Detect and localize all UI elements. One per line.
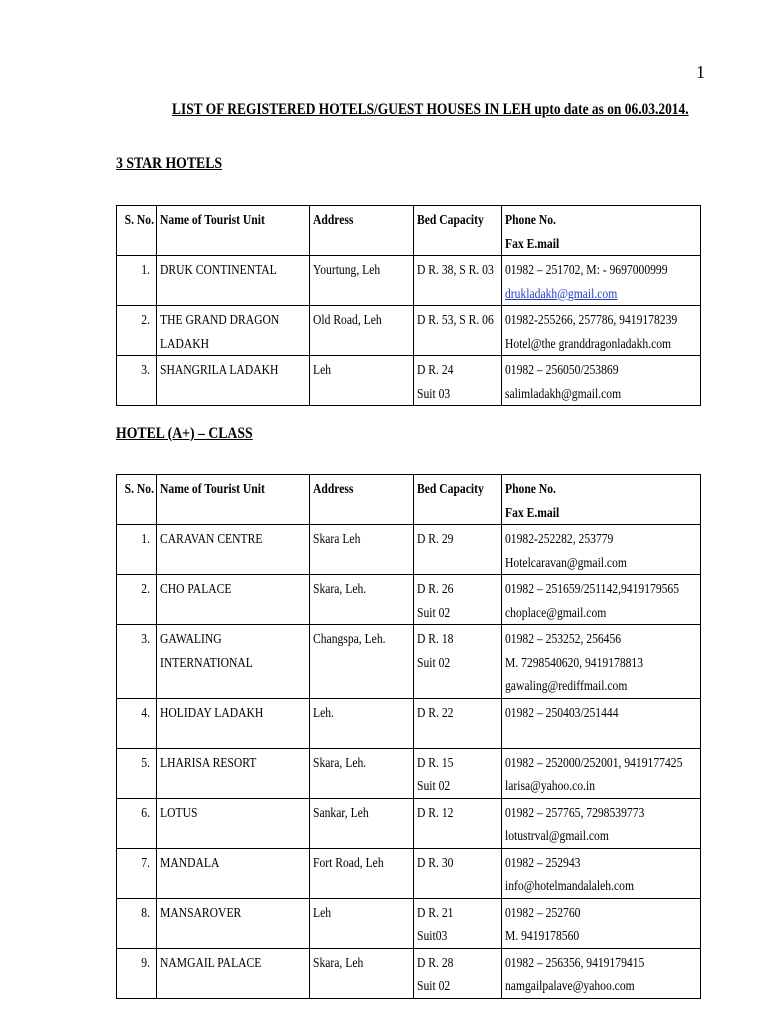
row-sno — [117, 306, 157, 356]
bed-capacity-line: D R. 30 — [417, 854, 454, 870]
table-row — [117, 748, 701, 798]
bed-capacity — [414, 356, 502, 406]
phone-email — [502, 356, 701, 406]
address — [310, 525, 414, 575]
row-sno-line: 7. — [141, 854, 150, 870]
tourist-unit-name — [157, 356, 310, 406]
phone-email-line: 01982 – 256050/253869 — [505, 362, 619, 377]
column-header-bed — [414, 206, 502, 256]
column-header-address-line: Address — [313, 212, 354, 227]
row-sno — [117, 848, 157, 898]
row-sno-line: 1. — [141, 262, 150, 277]
bed-capacity-line: Suit03 — [417, 928, 448, 943]
address — [310, 948, 414, 998]
hotels-table-3-star — [116, 205, 701, 406]
bed-capacity-line: D R. 18 — [417, 631, 454, 646]
table-row — [117, 306, 701, 356]
tourist-unit-name-line: DRUK CONTINENTAL — [160, 262, 277, 277]
phone-email — [502, 848, 701, 898]
bed-capacity-line: D R. 29 — [417, 531, 454, 546]
bed-capacity — [414, 575, 502, 625]
bed-capacity-line: D R. 24 — [417, 362, 454, 377]
column-header-name-line: Name of Tourist Unit — [160, 212, 265, 227]
column-header-phone-line: Fax E.mail — [505, 235, 560, 251]
phone-email-line: 01982 – 257765, 7298539773 — [505, 804, 645, 820]
tourist-unit-name-line: MANSAROVER — [160, 904, 242, 920]
address — [310, 356, 414, 406]
table-row — [117, 575, 701, 625]
phone-email-line: 01982 – 256356, 9419179415 — [505, 954, 645, 970]
phone-email — [502, 898, 701, 948]
address-line: Leh — [313, 362, 332, 377]
column-header-phone — [502, 475, 701, 525]
phone-email-line: 01982-252282, 253779 — [505, 531, 614, 546]
row-sno — [117, 748, 157, 798]
phone-email-line: 01982 – 253252, 256456 — [505, 631, 622, 646]
header-row — [117, 475, 701, 525]
address — [310, 798, 414, 848]
phone-email-line: M. 9419178560 — [505, 928, 580, 943]
phone-email — [502, 798, 701, 848]
address-line: Fort Road, Leh — [313, 854, 384, 870]
tourist-unit-name-line: LOTUS — [160, 804, 198, 820]
email-text: larisa@yahoo.co.in — [505, 778, 596, 793]
row-sno-line: 9. — [141, 954, 150, 970]
column-header-bed-line: Bed Capacity — [417, 212, 484, 227]
row-sno — [117, 798, 157, 848]
address-line: Skara, Leh — [313, 954, 364, 970]
tourist-unit-name — [157, 575, 310, 625]
bed-capacity-line: Suit 03 — [417, 385, 451, 401]
table-row — [117, 356, 701, 406]
tourist-unit-name — [157, 848, 310, 898]
tourist-unit-name-line: MANDALA — [160, 854, 220, 870]
column-header-name — [157, 475, 310, 525]
address — [310, 898, 414, 948]
tourist-unit-name-line: THE GRAND DRAGON — [160, 312, 280, 327]
phone-email-line: 01982 – 251659/251142,9419179565 — [505, 581, 680, 596]
column-header-sno-line: S. No. — [124, 481, 154, 496]
table-row — [117, 848, 701, 898]
column-header-sno-line: S. No. — [124, 212, 154, 227]
bed-capacity-line: Suit 02 — [417, 978, 451, 993]
bed-capacity-line: Suit 02 — [417, 654, 451, 670]
tourist-unit-name-line: HOLIDAY LADAKH — [160, 704, 264, 720]
email-text: salimladakh@gmail.com — [505, 385, 622, 401]
address — [310, 748, 414, 798]
column-header-address — [310, 475, 414, 525]
table-row — [117, 525, 701, 575]
address-line: Leh — [313, 904, 332, 920]
bed-capacity — [414, 848, 502, 898]
bed-capacity — [414, 306, 502, 356]
row-sno — [117, 575, 157, 625]
row-sno — [117, 698, 157, 748]
tourist-unit-name — [157, 948, 310, 998]
row-sno — [117, 256, 157, 306]
row-sno — [117, 356, 157, 406]
page-number: 1 — [696, 62, 705, 82]
address-line: Changspa, Leh. — [313, 631, 386, 646]
address-line: Skara Leh — [313, 531, 361, 546]
bed-capacity-line: Suit 02 — [417, 604, 451, 620]
address-line: Old Road, Leh — [313, 312, 382, 327]
header-row — [117, 206, 701, 256]
phone-email-line: 01982 – 252943 — [505, 854, 581, 870]
address-line: Skara, Leh. — [313, 754, 367, 770]
blank-line — [505, 724, 670, 748]
bed-capacity-line: D R. 38, S R. 03 — [417, 262, 494, 277]
row-sno — [117, 625, 157, 699]
phone-email — [502, 525, 701, 575]
tourist-unit-name — [157, 256, 310, 306]
address-line: Skara, Leh. — [313, 581, 367, 596]
address — [310, 306, 414, 356]
tourist-unit-name-line: CHO PALACE — [160, 581, 232, 596]
tourist-unit-name-line: LADAKH — [160, 335, 210, 351]
tourist-unit-name-line: INTERNATIONAL — [160, 654, 253, 670]
email-text: gawaling@rediffmail.com — [505, 678, 628, 693]
email-text: namgailpalave@yahoo.com — [505, 978, 635, 993]
bed-capacity-line: Suit 02 — [417, 778, 451, 793]
tourist-unit-name — [157, 748, 310, 798]
phone-email-line: 01982 – 250403/251444 — [505, 704, 619, 720]
tourist-unit-name — [157, 625, 310, 699]
section-heading-a-plus: HOTEL (A+) – CLASS — [116, 425, 253, 442]
column-header-bed-line: Bed Capacity — [417, 481, 484, 496]
column-header-phone-line: Fax E.mail — [505, 504, 560, 520]
table-row — [117, 256, 701, 306]
address-line: Sankar, Leh — [313, 804, 369, 820]
tourist-unit-name — [157, 525, 310, 575]
table-row — [117, 698, 701, 748]
tourist-unit-name-line: LHARISA RESORT — [160, 754, 257, 770]
row-sno-line: 3. — [141, 631, 150, 646]
bed-capacity-line: D R. 53, S R. 06 — [417, 312, 494, 327]
table-row — [117, 625, 701, 699]
column-header-phone — [502, 206, 701, 256]
column-header-address-line: Address — [313, 481, 354, 496]
email-text: Hotel@the granddragonladakh.com — [505, 335, 672, 351]
row-sno-line: 2. — [141, 581, 150, 596]
bed-capacity — [414, 525, 502, 575]
email-link-text[interactable]: drukladakh@gmail.com — [505, 285, 618, 301]
document-title: LIST OF REGISTERED HOTELS/GUEST HOUSES IN LEH upto date as on 06.03.2014. — [172, 101, 689, 118]
phone-email — [502, 698, 701, 748]
column-header-phone-line: Phone No. — [505, 481, 556, 496]
column-header-name — [157, 206, 310, 256]
phone-email — [502, 748, 701, 798]
row-sno-line: 5. — [141, 754, 150, 770]
phone-email-line: 01982 – 252000/252001, 9419177425 — [505, 754, 683, 770]
row-sno-line: 4. — [141, 704, 150, 720]
address — [310, 575, 414, 625]
tourist-unit-name-line: GAWALING — [160, 631, 222, 646]
section-heading-3-star: 3 STAR HOTELS — [116, 155, 223, 172]
tourist-unit-name — [157, 306, 310, 356]
address — [310, 848, 414, 898]
email-link[interactable] — [505, 282, 670, 306]
address — [310, 256, 414, 306]
bed-capacity — [414, 625, 502, 699]
phone-email-line: 01982 – 251702, M: - 9697000999 — [505, 262, 668, 277]
tourist-unit-name-line: CARAVAN CENTRE — [160, 531, 263, 546]
row-sno-line: 1. — [141, 531, 150, 546]
bed-capacity-line: D R. 28 — [417, 954, 454, 970]
bed-capacity-line: D R. 26 — [417, 581, 454, 596]
phone-email — [502, 256, 701, 306]
column-header-sno — [117, 206, 157, 256]
address — [310, 698, 414, 748]
column-header-name-line: Name of Tourist Unit — [160, 481, 265, 496]
row-sno-line: 6. — [141, 804, 150, 820]
bed-capacity — [414, 256, 502, 306]
phone-email-line: M. 7298540620, 9419178813 — [505, 654, 644, 670]
bed-capacity-line: D R. 15 — [417, 754, 454, 770]
column-header-phone-line: Phone No. — [505, 212, 556, 227]
row-sno-line: 3. — [141, 362, 150, 377]
email-text: info@hotelmandalaleh.com — [505, 878, 635, 893]
bed-capacity — [414, 748, 502, 798]
email-text: Hotelcaravan@gmail.com — [505, 554, 627, 570]
row-sno-line: 8. — [141, 904, 150, 920]
row-sno-line: 2. — [141, 312, 150, 327]
email-text: choplace@gmail.com — [505, 604, 607, 620]
phone-email-line: 01982-255266, 257786, 9419178239 — [505, 312, 678, 327]
table-row — [117, 798, 701, 848]
bed-capacity — [414, 798, 502, 848]
bed-capacity — [414, 698, 502, 748]
hotels-table-a-plus — [116, 474, 701, 999]
row-sno — [117, 898, 157, 948]
email-text: lotustrval@gmail.com — [505, 828, 609, 843]
bed-capacity — [414, 898, 502, 948]
bed-capacity — [414, 948, 502, 998]
tourist-unit-name — [157, 898, 310, 948]
column-header-sno — [117, 475, 157, 525]
bed-capacity-line: D R. 22 — [417, 704, 454, 720]
phone-email-line: 01982 – 252760 — [505, 904, 581, 920]
tourist-unit-name — [157, 798, 310, 848]
phone-email — [502, 306, 701, 356]
phone-email — [502, 948, 701, 998]
table-row — [117, 898, 701, 948]
table-row — [117, 948, 701, 998]
tourist-unit-name-line: NAMGAIL PALACE — [160, 954, 262, 970]
tourist-unit-name — [157, 698, 310, 748]
phone-email — [502, 575, 701, 625]
address-line: Leh. — [313, 704, 334, 720]
address-line: Yourtung, Leh — [313, 262, 381, 277]
phone-email — [502, 625, 701, 699]
tourist-unit-name-line: SHANGRILA LADAKH — [160, 362, 279, 377]
bed-capacity-line: D R. 12 — [417, 804, 454, 820]
column-header-bed — [414, 475, 502, 525]
column-header-address — [310, 206, 414, 256]
row-sno — [117, 525, 157, 575]
bed-capacity-line: D R. 21 — [417, 904, 454, 920]
address — [310, 625, 414, 699]
row-sno — [117, 948, 157, 998]
